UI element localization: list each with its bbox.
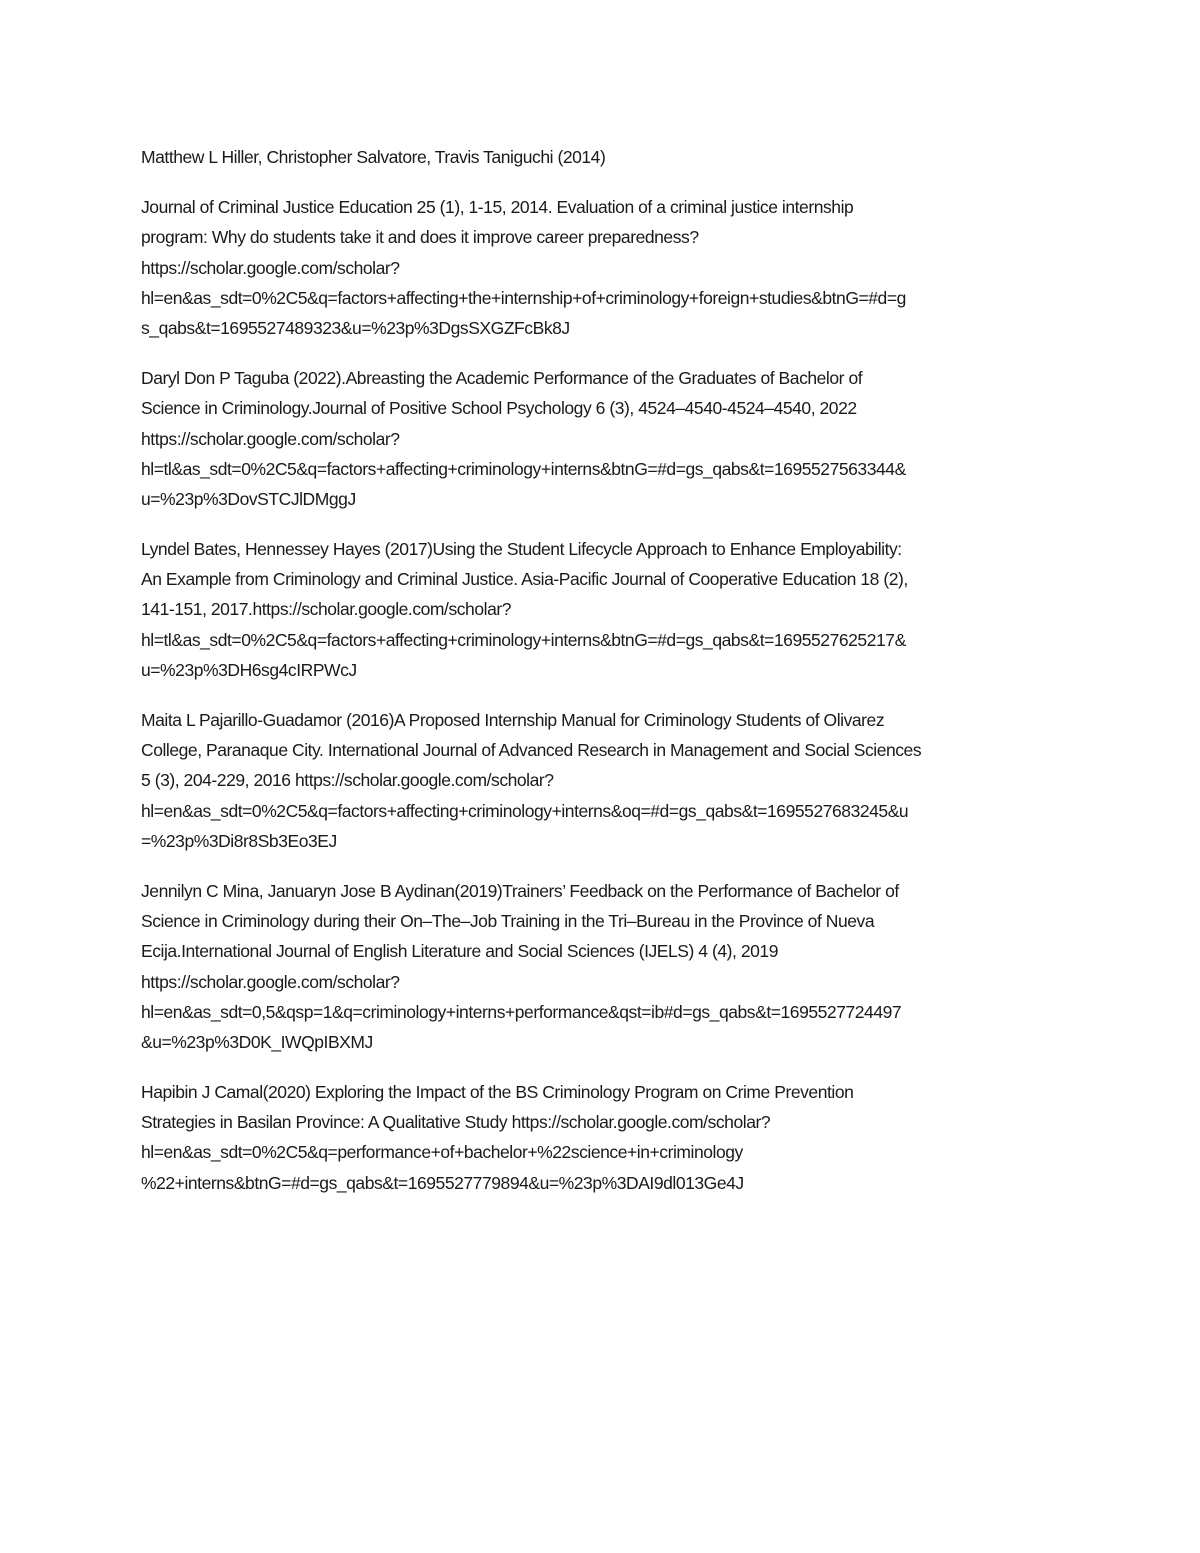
reference-line: hl=tl&as_sdt=0%2C5&q=factors+affecting+criminology+interns&btnG=#d=gs_qabs&t=1695527625217& <box>141 629 906 650</box>
reference-line: Maita L Pajarillo-Guadamor (2016)A Proposed Internship Manual for Criminology Students of Olivarez <box>141 710 885 730</box>
document-page <box>141 144 1071 1220</box>
reference-line: %22+interns&btnG=#d=gs_qabs&t=1695527779894&u=%23p%3DAI9dl013Ge4J <box>141 1172 744 1193</box>
reference-line: &u=%23p%3D0K_IWQpIBXMJ <box>141 1031 373 1052</box>
reference-line: s_qabs&t=1695527489323&u=%23p%3DgsSXGZFcBk8J <box>141 317 570 338</box>
reference-line: Strategies in Basilan Province: A Qualitative Study https://scholar.google.com/scholar? <box>141 1112 771 1133</box>
reference-line: https://scholar.google.com/scholar? <box>141 971 400 992</box>
reference-line: 141-151, 2017.https://scholar.google.com/scholar? <box>141 599 512 620</box>
reference-line: College, Paranaque City. International Journal of Advanced Research in Management and Social Sciences <box>141 740 922 761</box>
reference-line: hl=en&as_sdt=0,5&qsp=1&q=criminology+interns+performance&qst=ib#d=gs_qabs&t=1695527724497 <box>141 1001 902 1022</box>
reference-line: https://scholar.google.com/scholar? <box>141 257 400 278</box>
reference-line: Matthew L Hiller, Christopher Salvatore, Travis Taniguchi (2014) <box>141 147 606 167</box>
reference-line: Journal of Criminal Justice Education 25 (1), 1-15, 2014. Evaluation of a criminal justice internship <box>141 197 854 218</box>
reference-entry <box>141 1079 1071 1200</box>
reference-entry <box>141 365 1071 516</box>
reference-line: An Example from Criminology and Criminal Justice. Asia-Pacific Journal of Cooperative Education 18 (2), <box>141 569 908 590</box>
reference-line: u=%23p%3DovSTCJlDMggJ <box>141 488 356 509</box>
reference-line: Daryl Don P Taguba (2022).Abreasting the Academic Performance of the Graduates of Bachelor of <box>141 368 863 389</box>
reference-line: hl=tl&as_sdt=0%2C5&q=factors+affecting+criminology+interns&btnG=#d=gs_qabs&t=1695527563344& <box>141 458 906 479</box>
reference-entry <box>141 144 1071 174</box>
reference-line: =%23p%3Di8r8Sb3Eo3EJ <box>141 830 337 851</box>
reference-entry <box>141 878 1071 1059</box>
reference-line: Jennilyn C Mina, Januaryn Jose B Aydinan(2019)Trainers’ Feedback on the Performance of Bachelor of <box>141 880 899 901</box>
reference-line: 5 (3), 204-229, 2016 https://scholar.google.com/scholar? <box>141 770 554 791</box>
reference-line: hl=en&as_sdt=0%2C5&q=factors+affecting+criminology+interns&oq=#d=gs_qabs&t=1695527683245&u <box>141 800 909 821</box>
reference-line: Ecija.International Journal of English Literature and Social Sciences (IJELS) 4 (4), 2019 <box>141 941 778 962</box>
reference-line: Science in Criminology.Journal of Positive School Psychology 6 (3), 4524–4540-4524–4540, 2022 <box>141 398 857 419</box>
reference-line: Lyndel Bates, Hennessey Hayes (2017)Using the Student Lifecycle Approach to Enhance Employability: <box>141 539 902 560</box>
reference-line: https://scholar.google.com/scholar? <box>141 428 400 449</box>
reference-line: u=%23p%3DH6sg4cIRPWcJ <box>141 659 357 680</box>
reference-line: Hapibin J Camal(2020) Exploring the Impact of the BS Criminology Program on Crime Prevention <box>141 1082 854 1103</box>
reference-line: program: Why do students take it and does it improve career preparedness? <box>141 227 699 248</box>
reference-line: hl=en&as_sdt=0%2C5&q=factors+affecting+the+internship+of+criminology+foreign+studies&btnG=#d=g <box>141 287 906 308</box>
reference-entry <box>141 536 1071 687</box>
reference-line: Science in Criminology during their On–The–Job Training in the Tri–Bureau in the Province of Nueva <box>141 911 875 932</box>
reference-entry <box>141 707 1071 858</box>
reference-line: hl=en&as_sdt=0%2C5&q=performance+of+bachelor+%22science+in+criminology <box>141 1142 743 1163</box>
reference-entry <box>141 194 1071 345</box>
